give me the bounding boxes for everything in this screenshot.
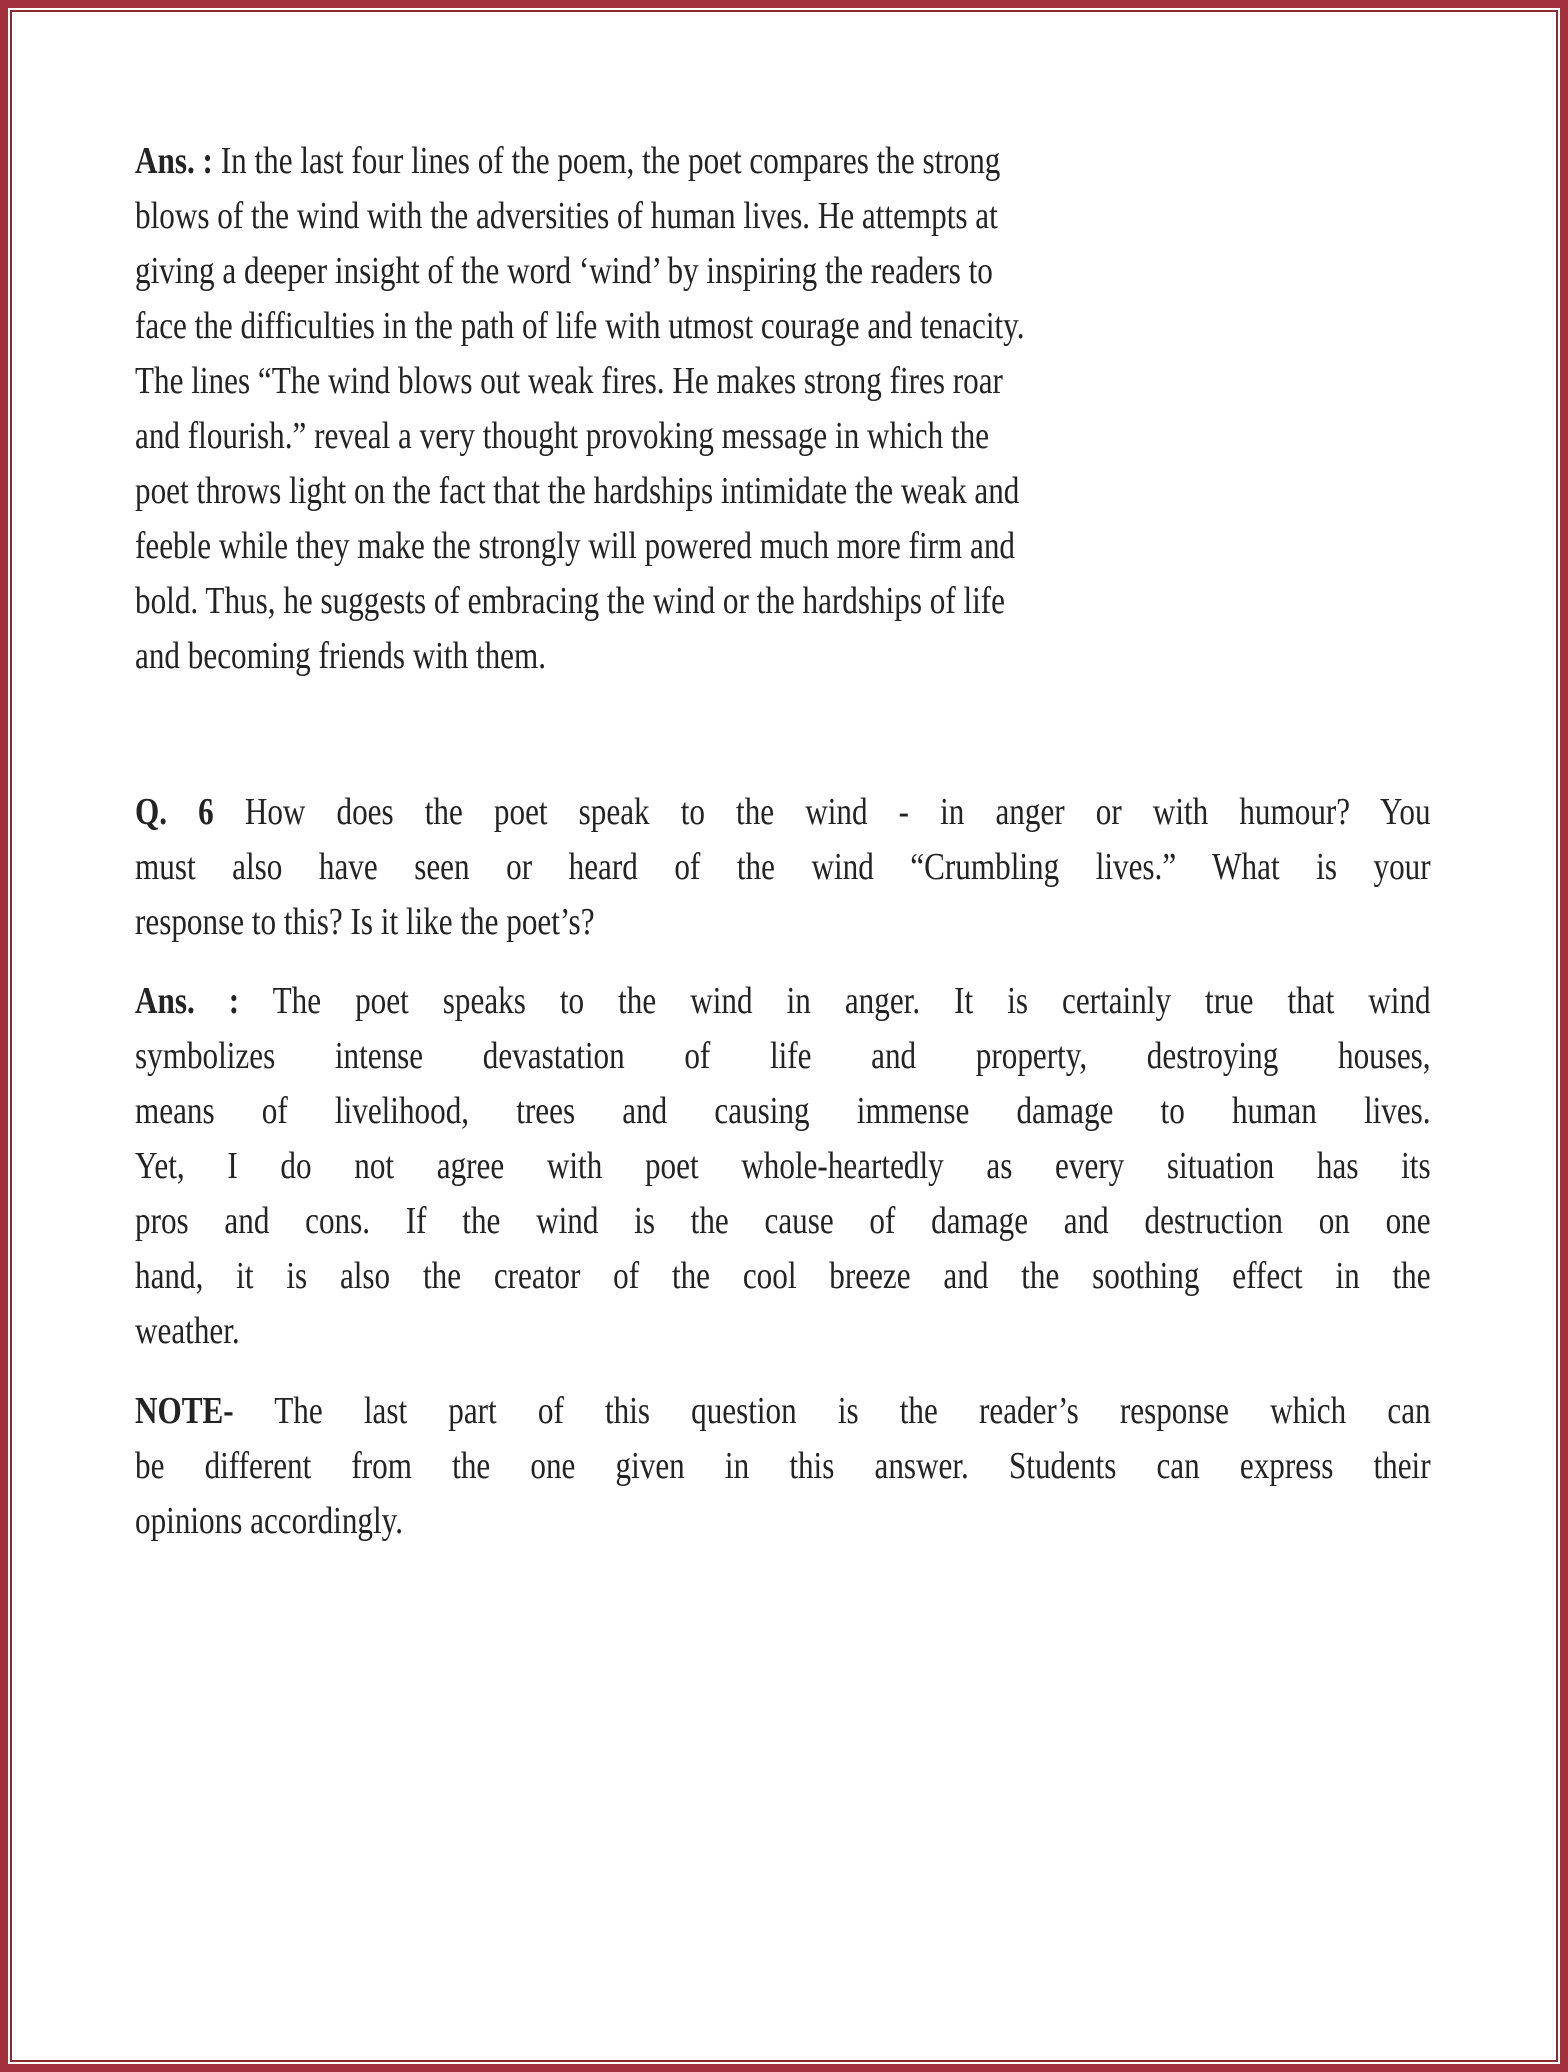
text-line: feeble while they make the strongly will powered much more firm and [135,525,1016,567]
text-line: and flourish.” reveal a very thought provoking message in which the [135,415,990,457]
text-line: poet throws light on the fact that the hardships intimidate the weak and [135,470,1020,512]
text: How does the poet speak to the wind - in anger or with humour? You [213,791,1431,833]
text: The last part of this question is the reader’s response which can [233,1390,1431,1432]
text-line: pros and cons. If the wind is the cause of damage and destruction on one [135,1200,1431,1242]
text-line: response to this? Is it like the poet’s? [135,901,595,943]
text-line: means of livelihood, trees and causing immense damage to human lives. [135,1090,1431,1132]
text-line: be different from the one given in this answer. Students can express their [135,1445,1431,1487]
text-line: Yet, I do not agree with poet whole-heartedly as every situation has its [135,1145,1431,1187]
text-line: bold. Thus, he suggests of embracing the wind or the hardships of life [135,580,1006,622]
question-6-paragraph [135,785,1568,950]
text-line: blows of the wind with the adversities of human lives. He attempts at [135,195,998,237]
text: The poet speaks to the wind in anger. It is certainly true that wind [239,980,1431,1022]
text-line [135,974,1431,1029]
note-paragraph [135,1384,1568,1549]
text-line: opinions accordingly. [135,1500,403,1542]
text-line: and becoming friends with them. [135,635,547,677]
text-line: weather. [135,1310,240,1352]
text: In the last four lines of the poem, the poet compares the strong [212,140,1001,182]
text-line: symbolizes intense devastation of life and property, destroying houses, [135,1035,1431,1077]
text-line: hand, it is also the creator of the cool breeze and the soothing effect in the [135,1255,1431,1297]
answer-label: Ans. : [135,140,213,182]
question-label: Q. 6 [135,791,214,833]
text-line: The lines “The wind blows out weak fires. He makes strong fires roar [135,360,1003,402]
answer-6-paragraph [135,974,1568,1359]
text-line [135,134,1024,189]
answer-5-paragraph [135,134,1220,684]
text-line [135,785,1431,840]
answer-label: Ans. : [135,980,240,1022]
text-line: giving a deeper insight of the word ‘wind’ by inspiring the readers to [135,250,993,292]
text-line: must also have seen or heard of the wind “Crumbling lives.” What is your [135,846,1431,888]
text-line: face the difficulties in the path of life with utmost courage and tenacity. [135,305,1025,347]
text-line [135,1384,1431,1439]
note-label: NOTE- [135,1390,234,1432]
